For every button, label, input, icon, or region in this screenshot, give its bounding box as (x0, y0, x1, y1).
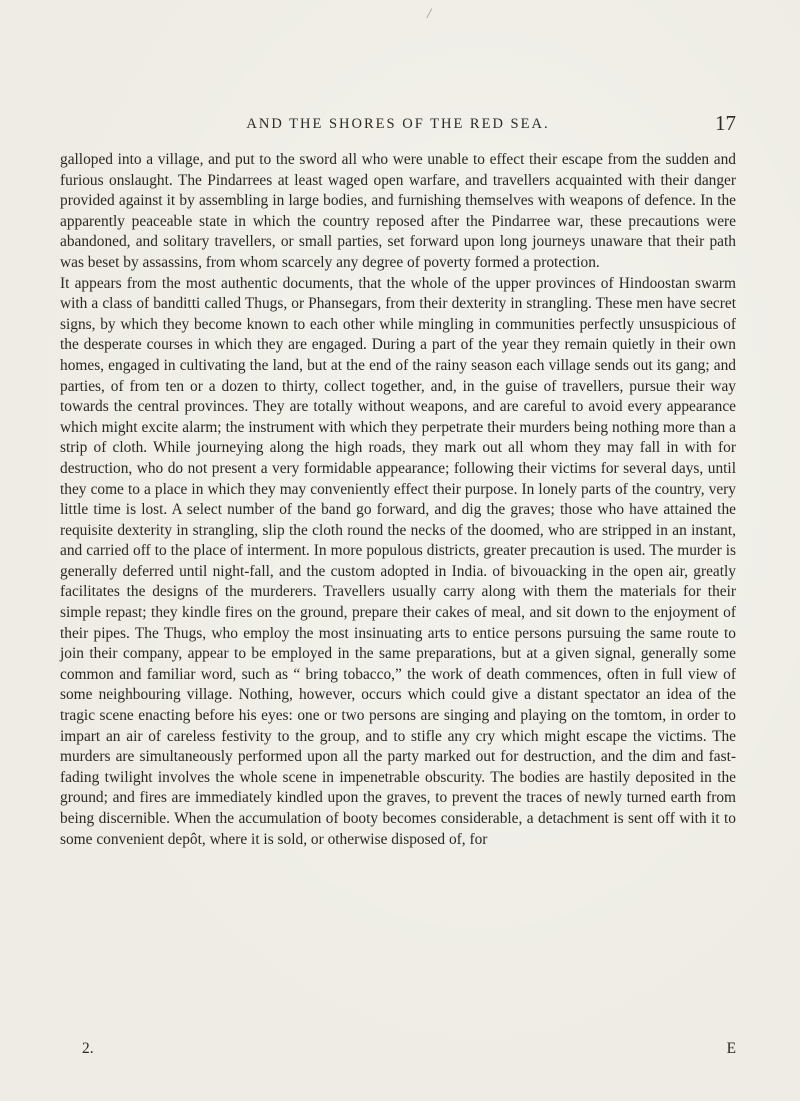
running-title: AND THE SHORES OF THE RED SEA. (246, 116, 550, 132)
signature-mark-letter: E (726, 1040, 736, 1057)
running-head (60, 112, 736, 136)
page-footer (60, 1038, 736, 1060)
paragraph: galloped into a village, and put to the sword all who were unable to effect their escape from the sudden and furious onslaught. The Pindarrees at least waged open warfare, and travellers acquainted with their danger provided against it by assembling in large bodies, and furnishing themselves with weapons of defence. In the apparently peaceable state in which the country reposed after the Pindarree war, these precautions were abandoned, and solitary travellers, or small parties, set forward upon long journeys unaware that their path was beset by assassins, from whom scarcely any degree of poverty formed a protection. (60, 151, 736, 271)
stray-ink-mark: / (427, 6, 432, 22)
paragraph: It appears from the most authentic documents, that the whole of the upper provinces of Hindoostan swarm with a class of banditti called Thugs, or Phansegars, from their dexterity in strangling. These men have secret signs, by which they become known to each other while mingling in communities perfectly unsuspicious of the desperate courses in which they are engaged. During a part of the year they remain quietly in their own homes, engaged in cultivating the land, but at the end of the rainy season each village sends out its gang; and parties, of from ten or a dozen to thirty, collect together, and, in the guise of travellers, pursue their way towards the central provinces. They are totally without weapons, and are careful to avoid every appearance which might excite alarm; the instrument with which they perpetrate their murders being nothing more than a strip of cloth. While journeying along the high roads, they mark out all whom they may fall in with for destruction, who do not present a very formidable appearance; following their victims for several days, until they come to a place in which they may conveniently effect their purpose. In lonely parts of the country, very little time is lost. A select number of the band go forward, and dig the graves; those who have attained the requisite dexterity in strangling, slip the cloth round the necks of the doomed, who are stripped in an instant, and carried off to the place of interment. In more populous districts, greater precaution is used. The murder is generally deferred until night-fall, and the custom adopted in India. of bivouacking in the open air, greatly facilitates the designs of the murderers. Travellers usually carry along with them the materials for their simple repast; they kindle fires on the ground, prepare their cakes of meal, and sit down to the enjoyment of their pipes. The Thugs, who employ the most insinuating arts to entice persons pursuing the same route to join their company, appear to be employed in the same preparations, but at a given signal, generally some common and familiar word, such as “ bring tobacco,” the work of death commences, often in full view of some neighbouring village. Nothing, however, occurs which could give a distant spectator an idea of the tragic scene enacting before his eyes: one or two persons are singing and playing on the tomtom, in order to impart an air of careless festivity to the group, and to stifle any cry which might escape the victims. The murders are simultaneously performed upon all the party marked out for destruction, and the dim and fast-fading twilight involves the whole scene in impenetrable obscurity. The bodies are hastily deposited in the ground; and fires are immediately kindled upon the graves, to prevent the traces of newly turned earth from being discernible. When the accumulation of booty becomes considerable, a detachment is sent off with it to some convenient depôt, where it is sold, or otherwise disposed of, for (60, 274, 736, 848)
page-number: 17 (715, 111, 736, 135)
signature-mark-number: 2. (82, 1040, 94, 1057)
body-text (60, 150, 736, 850)
